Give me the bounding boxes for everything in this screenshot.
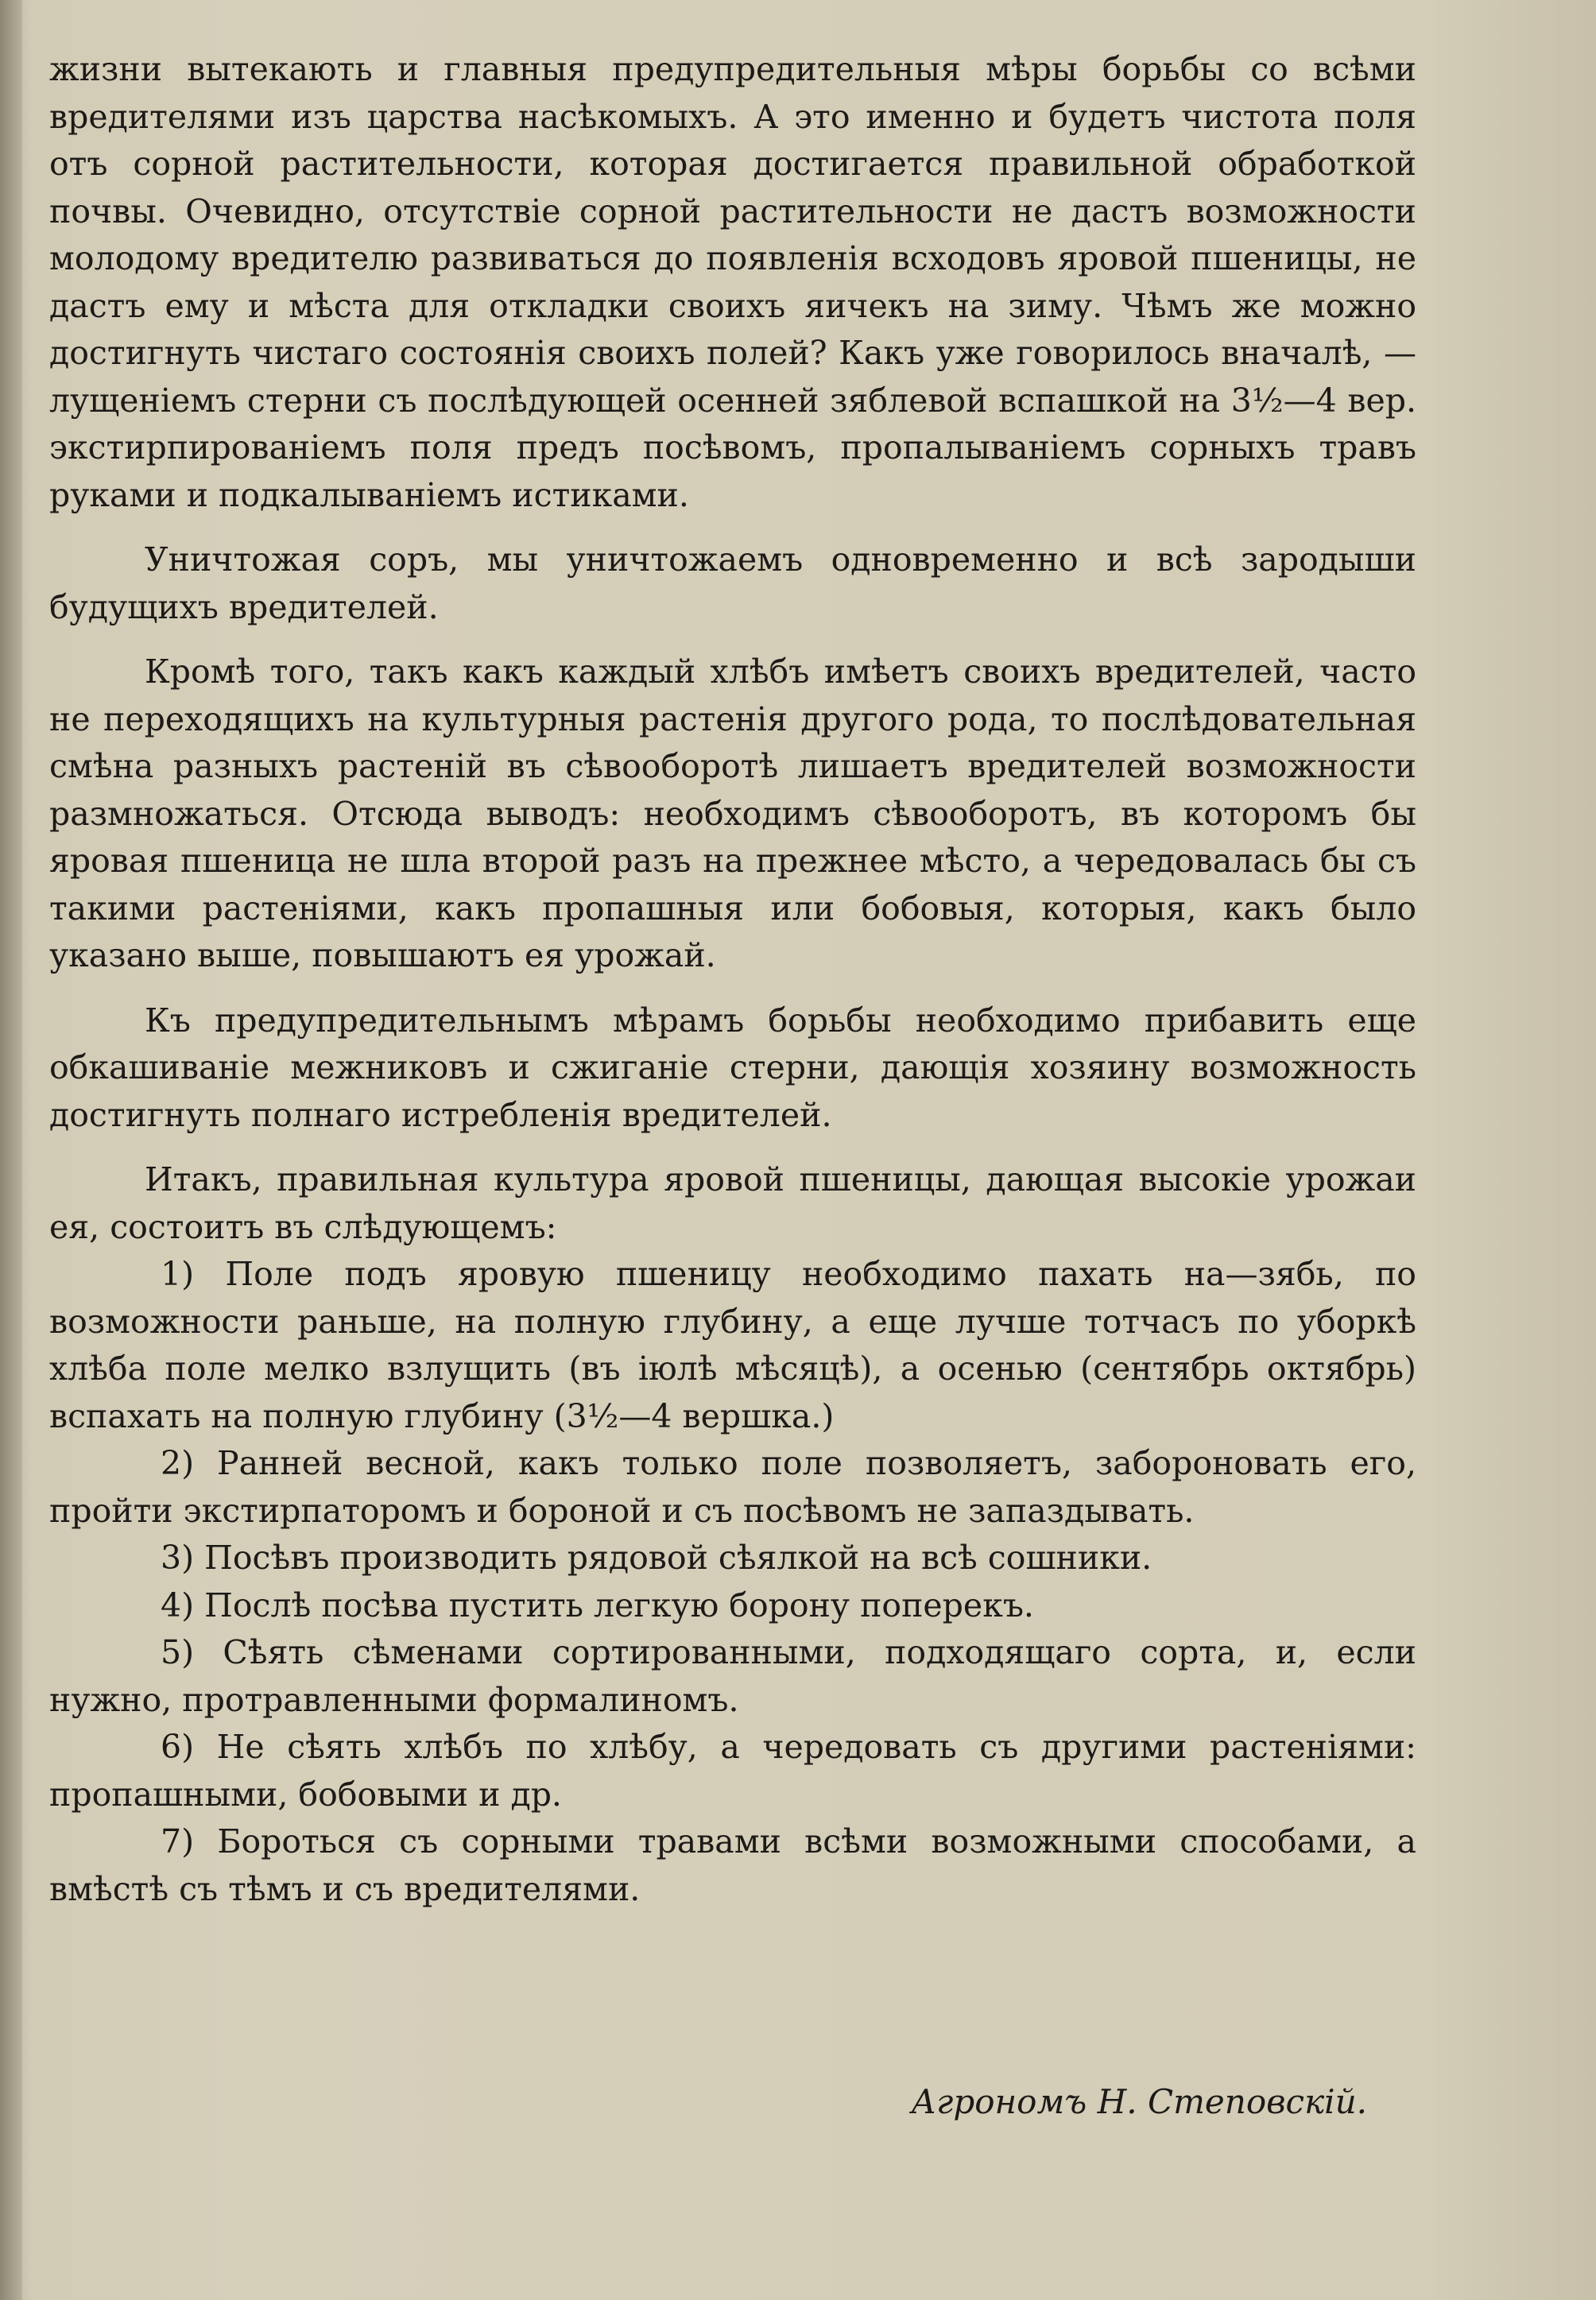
paragraph-5: Итакъ, правильная культура яровой пшеницы, дающая высокіе урожаи ея, состоитъ въ слѣдующемъ: xyxy=(49,1160,1416,1246)
list-item-5: 5) Сѣять сѣменами сортированными, подходящаго сорта, и, если нужно, протравленными формалиномъ. xyxy=(49,1633,1416,1719)
paragraph-4: Къ предупредительнымъ мѣрамъ борьбы необходимо прибавить еще обкашиваніе межниковъ и сжиганіе стерни, дающія хозяину возможность достигнуть полнаго истребленія вредителей. xyxy=(49,1001,1416,1134)
paragraph-3: Кромѣ того, такъ какъ каждый хлѣбъ имѣетъ своихъ вредителей, часто не переходящихъ на культурныя растенія другого рода, то послѣдовательная смѣна разныхъ растеній въ сѣвооборотѣ лишаетъ вредителей возможности размножаться. Отсюда выводъ: необходимъ сѣвооборотъ, въ которомъ бы яровая пшеница не шла второй разъ на прежнее мѣсто, а чередовалась бы съ такими растеніями, какъ пропашныя или бобовыя, которыя, какъ было указано выше, повышаютъ ея урожай. xyxy=(49,652,1416,974)
list-item-2: 2) Ранней весной, какъ только поле позволяетъ, заборонoвать его, пройти экстирпаторомъ и бороной и съ посѣвомъ не запаздывать. xyxy=(49,1444,1416,1530)
article-body xyxy=(49,46,1416,1913)
author-signature: Агрономъ Н. Степовскій. xyxy=(911,2082,1367,2121)
paragraph-1: жизни вытекають и главныя предупредительныя мѣры борьбы со всѣми вредителями изъ царства насѣкомыхъ. А это именно и будетъ чистота поля отъ сорной растительности, которая достигается правильной обработкой почвы. Очевидно, отсутствіе сорной растительности не дастъ возможности молодому вредителю развиваться до появленія всходовъ яровой пшеницы, не дастъ ему и мѣста для откладки своихъ яичекъ на зиму. Чѣмъ же можно достигнуть чистаго состоянія своихъ полей? Какъ уже говорилось вначалѣ, — лущеніемъ стерни съ послѣдующей осенней зяблевой вспашкой на 3½—4 вер. экстирпированіемъ поля предъ посѣвомъ, пропалываніемъ сорныхъ травъ руками и подкалываніемъ истиками. xyxy=(49,50,1416,514)
paragraph-2: Уничтожая соръ, мы уничтожаемъ одновременно и всѣ зародыши будущихъ вредителей. xyxy=(49,540,1416,626)
list-item-6: 6) Не сѣять хлѣбъ по хлѣбу, а чередовать съ другими растеніями: пропашными, бобовыми и др. xyxy=(49,1728,1416,1814)
list-item-4: 4) Послѣ посѣва пустить легкую борону поперекъ. xyxy=(161,1586,1034,1624)
list-item-3: 3) Посѣвъ производить рядовой сѣялкой на всѣ сошники. xyxy=(161,1539,1152,1577)
list-item-1: 1) Поле подъ яровую пшеницу необходимо пахать на—зябь, по возможности раньше, на полную глубину, а еще лучше тотчасъ по уборкѣ хлѣба поле мелко взлущить (въ іюлѣ мѣсяцѣ), а осенью (сентябрь октябрь) вспахать на полную глубину (3½—4 вершка.) xyxy=(49,1255,1416,1435)
page-binding-edge xyxy=(0,0,22,2300)
recommendations-list xyxy=(49,1251,1416,1913)
list-item-7: 7) Бороться съ сорными травами всѣми возможными способами, а вмѣстѣ съ тѣмъ и съ вредителями. xyxy=(49,1822,1416,1908)
